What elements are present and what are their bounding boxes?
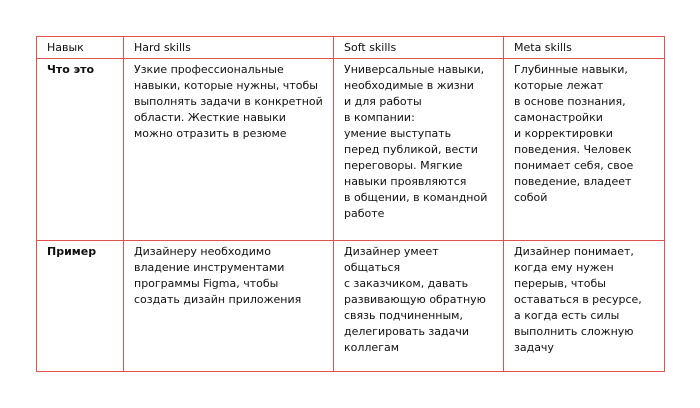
table-row-example xyxy=(37,241,665,372)
header-skill: Навык xyxy=(37,37,124,59)
cell-definition-meta: Глубинные навыки, которые лежат в основе познания, самонастройки и корректировки поведения. Человек понимает себя, свое поведение, владеет собой xyxy=(504,59,665,241)
cell-definition-soft: Универсальные навыки, необходимые в жизни и для работы в компании: умение выступать перед публикой, вести переговоры. Мягкие навыки проявляются в общении, в командной работе xyxy=(334,59,504,241)
cell-example-soft: Дизайнер умеет общаться с заказчиком, давать развивающую обратную связь подчиненным, делегировать задачи коллегам xyxy=(334,241,504,372)
header-hard-skills: Hard skills xyxy=(124,37,334,59)
header-soft-skills: Soft skills xyxy=(334,37,504,59)
cell-example-hard: Дизайнеру необходимо владение инструментами программы Figma, чтобы создать дизайн приложения xyxy=(124,241,334,372)
row-label-definition: Что это xyxy=(37,59,124,241)
table-row-definition xyxy=(37,59,665,241)
cell-example-meta: Дизайнер понимает, когда ему нужен перерыв, чтобы оставаться в ресурсе, а когда есть силы выполнить сложную задачу xyxy=(504,241,665,372)
skills-table xyxy=(36,36,665,372)
table-header-row xyxy=(37,37,665,59)
header-meta-skills: Meta skills xyxy=(504,37,665,59)
cell-definition-hard: Узкие профессиональные навыки, которые нужны, чтобы выполнять задачи в конкретной области. Жесткие навыки можно отразить в резюме xyxy=(124,59,334,241)
row-label-example: Пример xyxy=(37,241,124,372)
